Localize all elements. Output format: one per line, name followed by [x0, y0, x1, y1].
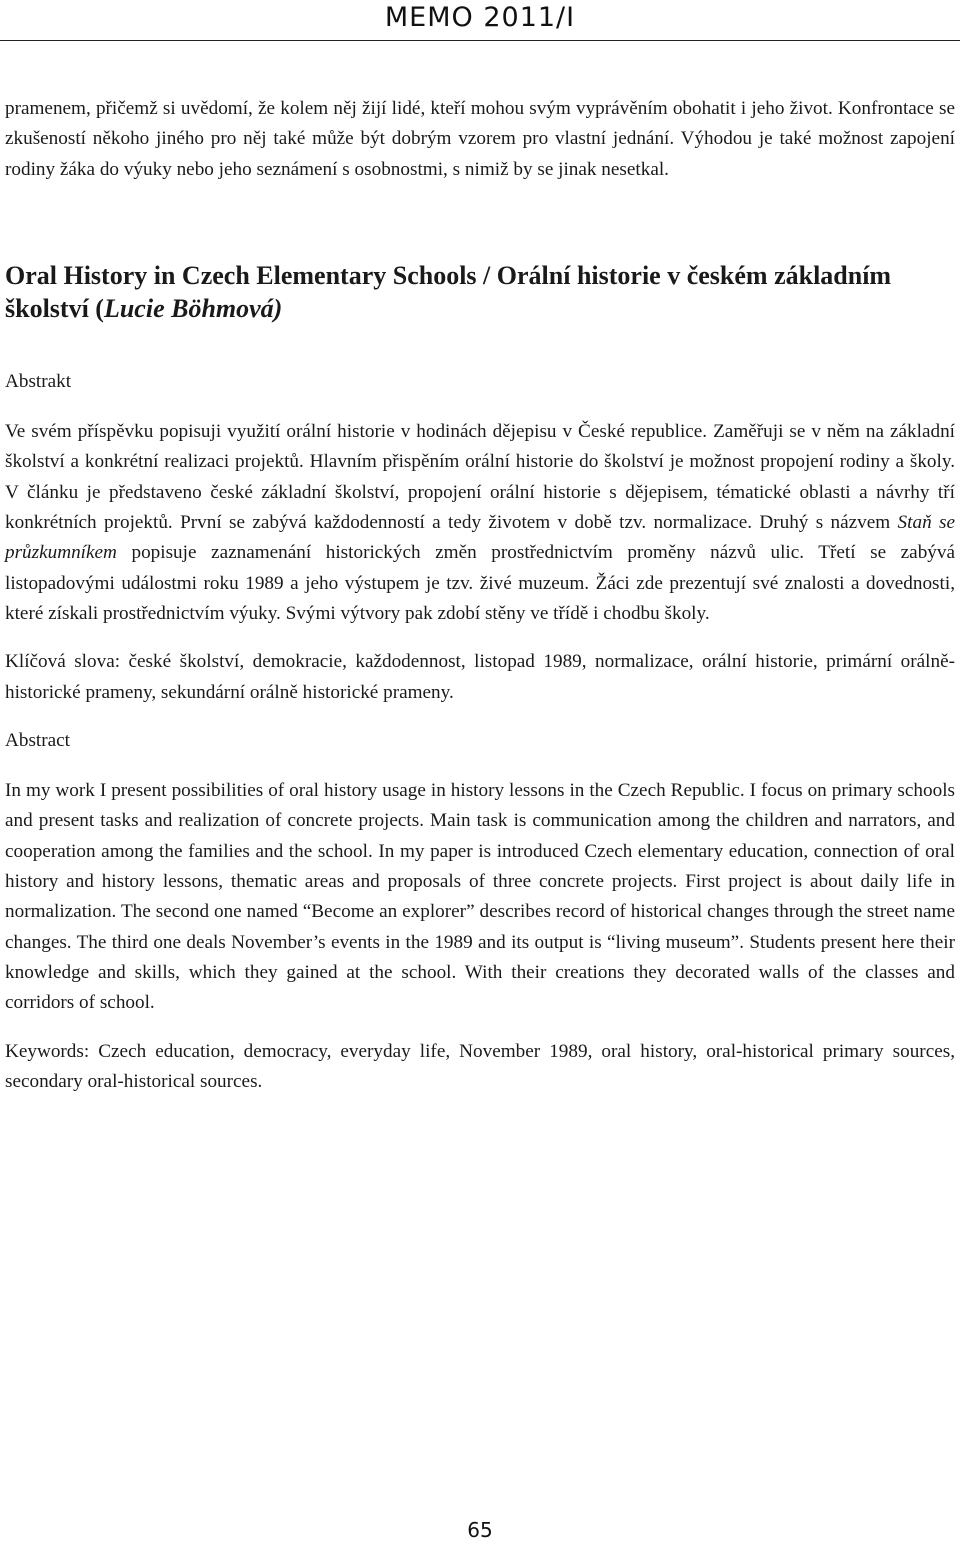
header-rule	[0, 40, 960, 41]
page-number: 65	[467, 1518, 493, 1542]
abstrakt-text-1: Ve svém příspěvku popisuji využití orální historie v hodinách dějepisu v České republice. Zaměřuji se v něm na základní školství a konkrétní realizaci projektů. Hlavním přispěním orální historie do školství je možnost propojení rodiny a školy. V článku je představeno české základní školství, propojení orální historie s dějepisem, tématické oblasti a návrhy tří konkrétních projektů. První se zabývá každodenností a tedy životem v době tzv. normalizace. Druhý s názvem	[5, 421, 955, 534]
article-title	[5, 259, 955, 325]
abstrakt-heading: Abstrakt	[5, 370, 72, 392]
abstrakt-italic-title: Staň se průzkumníkem	[5, 512, 955, 564]
article-title-text: Oral History in Czech Elementary Schools / Orální historie v českém základním školství (	[5, 260, 892, 323]
page-body	[5, 94, 955, 1097]
keywords-paragraph: Keywords: Czech education, democracy, everyday life, November 1989, oral history, oral-historical primary sources, secondary oral-historical sources.	[5, 1040, 955, 1092]
abstrakt-text-2: popisuje zaznamenání historických změn prostřednictvím proměny názvů ulic. Třetí se zabývá listopadovými událostmi roku 1989 a jeho výstupem je tzv. živé muzeum. Žáci zde prezentují své znalosti a dovednosti, které získali prostřednictvím výuky. Svými výtvory pak zdobí stěny ve třídě i chodbu školy.	[5, 542, 955, 624]
abstract-heading: Abstract	[5, 729, 71, 751]
running-header: MEMO 2011/I	[384, 2, 576, 33]
abstrakt-paragraph	[5, 417, 955, 629]
intro-paragraph: pramenem, přičemž si uvědomí, že kolem něj žijí lidé, kteří mohou svým vyprávěním obohatit i jeho život. Konfrontace se zkušeností někoho jiného pro něj také může být dobrým vzorem pro vlastní jednání. Výhodou je také možnost zapojení rodiny žáka do výuky nebo jeho seznámení s osobnostmi, s nimiž by se jinak nesetkal.	[5, 98, 955, 180]
abstract-paragraph: In my work I present possibilities of oral history usage in history lessons in the Czech Republic. I focus on primary schools and present tasks and realization of concrete projects. Main task is communication among the children and narrators, and cooperation among the families and the school. In my paper is introduced Czech elementary education, connection of oral history and history lessons, thematic areas and proposals of three concrete projects. First project is about daily life in normalization. The second one named “Become an explorer” describes record of historical changes through the street name changes. The third one deals November’s events in the 1989 and its output is “living museum”. Students present here their knowledge and skills, which they gained at the school. With their creations they decorated walls of the classes and corridors of school.	[5, 780, 955, 1014]
article-author: Lucie Böhmová)	[103, 293, 283, 323]
klicova-slova-paragraph: Klíčová slova: české školství, demokracie, každodennost, listopad 1989, normalizace, orální historie, primární orálně-historické prameny, sekundární orálně historické prameny.	[5, 651, 955, 703]
